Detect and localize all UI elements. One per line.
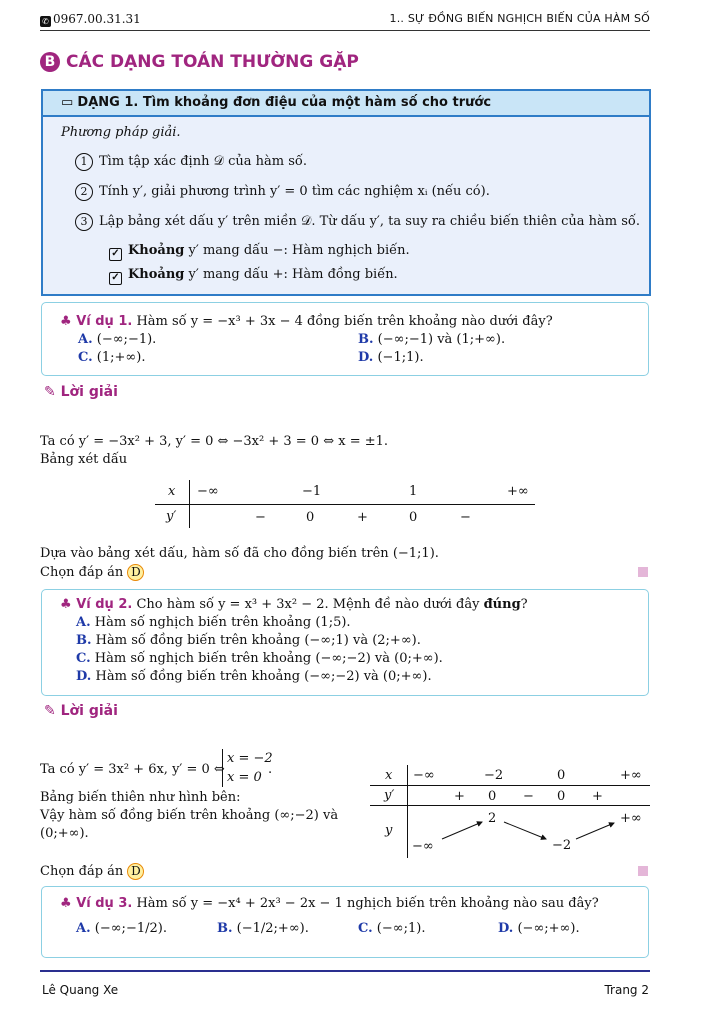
example-1-box	[41, 302, 649, 376]
pencil-icon: ✎	[44, 703, 61, 719]
sign: −	[523, 789, 534, 804]
option-a: A. (−∞;−1).	[78, 332, 157, 347]
option-b: B. Hàm số đồng biến trên khoảng (−∞;1) và (2;+∞).	[76, 633, 421, 648]
solution-2-heading: ✎ Lời giải	[44, 703, 118, 719]
increase-arrow	[442, 822, 482, 839]
solution-2-answer: Chọn đáp án D	[40, 863, 144, 880]
option-a: A. Hàm số nghịch biến trên khoảng (1;5).	[76, 615, 351, 630]
cubes-icon: ♣	[60, 896, 77, 911]
footer-page: Trang 2	[604, 983, 649, 997]
step-3: 3 Lập bảng xét dấu y′ trên miền 𝒟. Từ dấu y′, ta suy ra chiều biến thiên của hàm số.	[75, 213, 640, 231]
option-c: C. (−∞;1).	[358, 921, 426, 936]
cubes-icon: ♣	[60, 314, 77, 329]
sign: 0	[557, 789, 566, 804]
solution-2-line-2: Bảng biến thiên như hình bên:	[40, 790, 241, 805]
example-2-question: ♣ Ví dụ 2. Cho hàm số y = x³ + 3x² − 2. Mệnh đề nào dưới đây đúng?	[60, 597, 528, 612]
y-value: −2	[552, 838, 572, 853]
decrease-arrow	[504, 822, 546, 839]
dang1-title: ▭ DẠNG 1. Tìm khoảng đơn điệu của một hàm số cho trước	[43, 91, 649, 117]
solution-1-conclusion: Dựa vào bảng xét dấu, hàm số đã cho đồng biến trên (−1;1).	[40, 546, 439, 561]
x-value: −1	[302, 484, 322, 499]
x-value: +∞	[507, 484, 529, 499]
sign-table-1	[155, 480, 535, 530]
step-1: 1 Tìm tập xác định 𝒟 của hàm số.	[75, 153, 307, 171]
step-number: 1	[75, 153, 93, 171]
option-a: A. (−∞;−1/2).	[76, 921, 167, 936]
dang1-box	[41, 89, 651, 296]
phone-icon: ✆	[40, 16, 51, 27]
option-b: B. (−∞;−1) và (1;+∞).	[358, 332, 506, 347]
option-c: C. Hàm số nghịch biến trên khoảng (−∞;−2) và (0;+∞).	[76, 651, 443, 666]
cases-bracket: x = −2 x = 0	[222, 749, 273, 787]
y-value: 2	[488, 811, 497, 826]
step-number: 2	[75, 183, 93, 201]
variation-table-2	[370, 765, 650, 860]
sign: +	[592, 789, 603, 804]
answer-badge: D	[127, 863, 144, 880]
answer-badge: D	[127, 564, 144, 581]
x-value: 1	[409, 484, 418, 499]
pencil-icon: ✎	[44, 384, 61, 400]
method-label: Phương pháp giải.	[61, 125, 181, 140]
step-2: 2 Tính y′, giải phương trình y′ = 0 tìm các nghiệm xᵢ (nếu có).	[75, 183, 490, 201]
increase-arrow	[576, 823, 614, 839]
chapter-title: 1.. SỰ ĐỒNG BIẾN NGHỊCH BIẾN CỦA HÀM SỐ	[389, 12, 650, 25]
x-label: x	[385, 768, 393, 783]
x-value: +∞	[620, 768, 642, 783]
sign: −	[460, 510, 471, 525]
solution-1-line-1: Ta có y′ = −3x² + 3, y′ = 0 ⇔ −3x² + 3 = 0 ⇔ x = ±1.	[40, 434, 389, 449]
variation-arrows	[370, 765, 650, 860]
option-d: D. (−∞;+∞).	[498, 921, 580, 936]
solution-2-line-3: Vậy hàm số đồng biến trên khoảng (∞;−2) và	[40, 808, 339, 823]
y-value: −∞	[412, 839, 434, 854]
option-b: B. (−1/2;+∞).	[217, 921, 309, 936]
solution-1-heading: ✎ Lời giải	[44, 384, 118, 400]
footer-rule	[40, 970, 650, 972]
section-heading	[40, 52, 359, 72]
section-title: CÁC DẠNG TOÁN THƯỜNG GẶP	[66, 52, 359, 72]
qed-mark	[638, 866, 648, 876]
sign: +	[454, 789, 465, 804]
y-prime-label: y′	[166, 509, 177, 524]
footer-author: Lê Quang Xe	[42, 983, 119, 997]
x-value: −∞	[197, 484, 219, 499]
solution-1-answer: Chọn đáp án D	[40, 564, 144, 581]
sign: +	[357, 510, 368, 525]
y-prime-label: y′	[384, 788, 395, 803]
option-c: C. (1;+∞).	[78, 350, 146, 365]
x-value: −∞	[413, 768, 435, 783]
example-1-question: ♣ Ví dụ 1. Hàm số y = −x³ + 3x − 4 đồng biến trên khoảng nào dưới đây?	[60, 314, 553, 329]
check-item-1: ✓ Khoảng y′ mang dấu −: Hàm nghịch biến.	[109, 243, 410, 261]
example-3-box	[41, 886, 649, 958]
solution-1-line-2: Bảng xét dấu	[40, 452, 128, 467]
qed-mark	[638, 567, 648, 577]
phone-number: ✆ 0967.00.31.31	[40, 12, 141, 27]
cubes-icon: ♣	[60, 597, 77, 612]
x-value: 0	[557, 768, 566, 783]
option-d: D. (−1;1).	[358, 350, 424, 365]
step-number: 3	[75, 213, 93, 231]
x-value: −2	[484, 768, 504, 783]
option-d: D. Hàm số đồng biến trên khoảng (−∞;−2) và (0;+∞).	[76, 669, 432, 684]
solution-2-line-4: (0;+∞).	[40, 826, 89, 841]
sign: 0	[409, 510, 418, 525]
example-2-box	[41, 589, 649, 696]
y-label: y	[385, 823, 393, 838]
y-value: +∞	[620, 811, 642, 826]
x-label: x	[168, 484, 176, 499]
solution-2-line-1: Ta có y′ = 3x² + 6x, y′ = 0 ⇔	[40, 762, 225, 777]
checkbox-icon: ✓	[109, 272, 122, 285]
checkbox-icon: ✓	[109, 248, 122, 261]
folder-icon: ▭	[61, 95, 78, 110]
sign: 0	[306, 510, 315, 525]
check-item-2: ✓ Khoảng y′ mang dấu +: Hàm đồng biến.	[109, 267, 398, 285]
page-header	[40, 10, 650, 31]
section-letter-badge: B	[40, 52, 60, 72]
sign: −	[255, 510, 266, 525]
example-3-question: ♣ Ví dụ 3. Hàm số y = −x⁴ + 2x³ − 2x − 1 nghịch biến trên khoảng nào sau đây?	[60, 896, 599, 911]
sign: 0	[488, 789, 497, 804]
